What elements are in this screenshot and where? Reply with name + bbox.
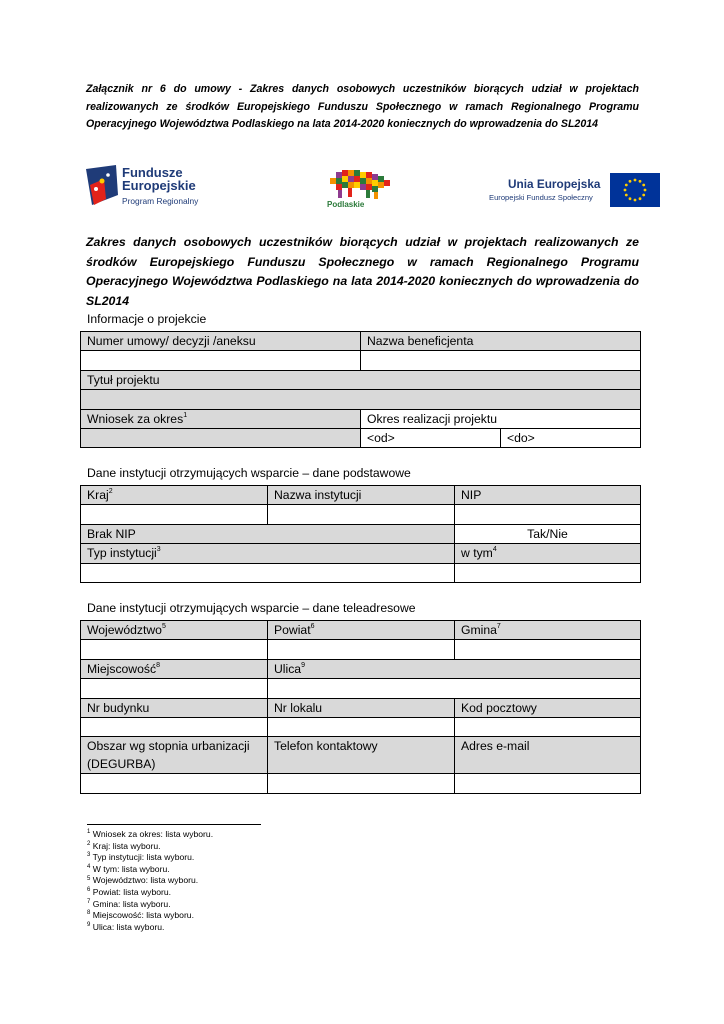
project-title-field[interactable] <box>81 390 641 409</box>
footnote: $^6$ Powiat: lista wyboru. <box>87 886 172 897</box>
county-field[interactable] <box>268 640 455 659</box>
podlaskie-label: Podlaskie <box>327 200 365 209</box>
institution-type-label: Typ instytucji$^3$ <box>81 544 455 563</box>
degurba-field[interactable] <box>81 774 268 793</box>
nip-field[interactable] <box>455 505 641 524</box>
footnotes <box>87 829 213 933</box>
postal-code-label: Kod pocztowy <box>455 698 641 717</box>
commune-field[interactable] <box>455 640 641 659</box>
table-row <box>81 544 641 563</box>
eu-flag-icon <box>610 173 660 207</box>
application-period-field[interactable] <box>81 428 361 447</box>
project-title-label: Tytuł projektu <box>81 370 641 389</box>
apartment-number-label: Nr lokalu <box>268 698 455 717</box>
table-row <box>81 486 641 505</box>
email-label: Adres e-mail <box>455 737 641 774</box>
bison-mosaic-icon <box>330 168 396 200</box>
table-row <box>81 370 641 389</box>
contact-data-table <box>80 620 641 794</box>
institution-name-label: Nazwa instytucji <box>268 486 455 505</box>
locality-field[interactable] <box>81 679 268 698</box>
table-row <box>81 332 641 351</box>
footnote: $^8$ Miejscowość: lista wyboru. <box>87 910 194 921</box>
beneficiary-name-label: Nazwa beneficjenta <box>361 332 641 351</box>
table-row <box>81 774 641 793</box>
table-row <box>81 390 641 409</box>
including-label: w tym$^4$ <box>455 544 641 563</box>
table-row <box>81 737 641 774</box>
ue-logo-subtitle: Europejski Fundusz Społeczny <box>489 193 593 202</box>
building-number-field[interactable] <box>81 717 268 736</box>
voivodeship-label: Województwo$^5$ <box>81 621 268 640</box>
fe-line2: Europejskie <box>122 177 196 193</box>
table-row <box>81 563 641 582</box>
street-label: Ulica$^9$ <box>268 659 641 678</box>
postal-code-field[interactable] <box>455 717 641 736</box>
county-label: Powiat$^6$ <box>268 621 455 640</box>
fe-line1: Fundusze <box>122 165 183 180</box>
locality-label: Miejscowość$^8$ <box>81 659 268 678</box>
street-field[interactable] <box>268 679 641 698</box>
table-row <box>81 717 641 736</box>
fe-subtitle: Program Regionalny <box>122 196 199 206</box>
contract-number-label: Numer umowy/ decyzji /aneksu <box>81 332 361 351</box>
project-info-table <box>80 331 641 448</box>
no-nip-label: Brak NIP <box>81 524 455 543</box>
no-nip-select[interactable]: Tak/Nie <box>455 524 641 543</box>
institution-name-field[interactable] <box>268 505 455 524</box>
footnote-divider <box>87 824 261 825</box>
ue-logo-title: Unia Europejska <box>508 177 601 191</box>
email-field[interactable] <box>455 774 641 793</box>
table-row <box>81 428 641 447</box>
fe-flag-icon <box>86 165 120 209</box>
contract-number-field[interactable] <box>81 351 361 370</box>
realization-period-label: Okres realizacji projektu <box>361 409 641 428</box>
table-row <box>81 659 641 678</box>
apartment-number-field[interactable] <box>268 717 455 736</box>
footnote: $^4$ W tym: lista wyboru. <box>87 863 170 874</box>
document-title: Zakres danych osobowych uczestników biorących udział w projektach realizowanych ze środków Europejskiego Funduszu Społecznego w ramach Regionalnego Programu Operacyjnego Województwa Podlaskiego na lata 2014-2020 koniecznych do wprowadzenia do SL2014 <box>86 235 639 308</box>
footnote: $^2$ Kraj: lista wyboru. <box>87 840 161 851</box>
table-row <box>81 679 641 698</box>
country-field[interactable] <box>81 505 268 524</box>
table-row <box>81 505 641 524</box>
including-field[interactable] <box>455 563 641 582</box>
attachment-note: Załącznik nr 6 do umowy - Zakres danych osobowych uczestników biorących udział w projektach realizowanych ze środków Europejskiego Funduszu Społecznego w ramach Regionalnego Programu Operacyjnego Województwa Podlaskiego na lata 2014-2020 koniecznych do wprowadzenia do SL2014 <box>86 83 639 130</box>
phone-label: Telefon kontaktowy <box>268 737 455 774</box>
table-row <box>81 351 641 370</box>
basic-data-table <box>80 485 641 583</box>
table-row <box>81 640 641 659</box>
section-contact-data-heading: Dane instytucji otrzymujących wsparcie – dane teleadresowe <box>87 601 416 615</box>
phone-field[interactable] <box>268 774 455 793</box>
podlaskie-logo <box>330 168 396 200</box>
beneficiary-name-field[interactable] <box>361 351 641 370</box>
section-project-info-heading: Informacje o projekcie <box>87 312 207 326</box>
table-row <box>81 698 641 717</box>
application-period-label: Wniosek za okres$^1$ <box>81 409 361 428</box>
section-basic-data-heading: Dane instytucji otrzymujących wsparcie – dane podstawowe <box>87 466 411 480</box>
footnote: $^3$ Typ instytucji: lista wyboru. <box>87 852 195 863</box>
table-row <box>81 409 641 428</box>
period-to-field[interactable]: <do> <box>501 428 641 447</box>
table-row <box>81 621 641 640</box>
footnote: $^7$ Gmina: lista wyboru. <box>87 898 171 909</box>
nip-label: NIP <box>455 486 641 505</box>
country-label: Kraj$^2$ <box>81 486 268 505</box>
building-number-label: Nr budynku <box>81 698 268 717</box>
footnote: $^5$ Województwo: lista wyboru. <box>87 875 199 886</box>
institution-type-field[interactable] <box>81 563 455 582</box>
fe-logo-text <box>122 167 196 192</box>
footnote: $^9$ Ulica: lista wyboru. <box>87 921 165 932</box>
voivodeship-field[interactable] <box>81 640 268 659</box>
table-row <box>81 524 641 543</box>
commune-label: Gmina$^7$ <box>455 621 641 640</box>
degurba-label: Obszar wg stopnia urbanizacji (DEGURBA) <box>81 737 268 774</box>
footnote: $^1$ Wniosek za okres: lista wyboru. <box>87 829 214 839</box>
period-from-field[interactable]: <od> <box>361 428 501 447</box>
